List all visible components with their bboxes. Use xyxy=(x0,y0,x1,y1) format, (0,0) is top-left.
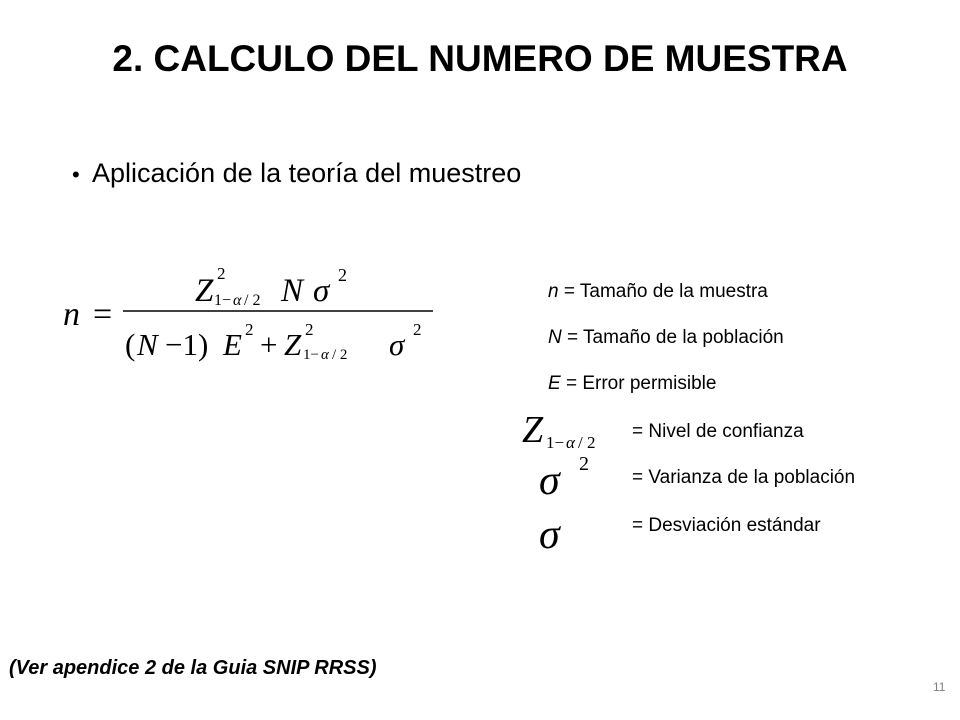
sigma-squared-symbol xyxy=(535,450,615,507)
svg-text:σ: σ xyxy=(539,458,560,502)
svg-text:2: 2 xyxy=(217,264,226,283)
svg-text:/ 2: / 2 xyxy=(244,292,261,309)
legend-variance: = Varianza de la población xyxy=(632,467,856,488)
legend-var-n: n xyxy=(548,281,559,302)
legend-n xyxy=(548,281,768,303)
svg-text:α: α xyxy=(566,433,575,452)
svg-text:+: + xyxy=(260,327,278,362)
page-number: 11 xyxy=(933,680,946,694)
svg-text:Z: Z xyxy=(284,327,302,362)
svg-text:Z: Z xyxy=(522,409,544,451)
svg-text:2: 2 xyxy=(338,265,347,285)
svg-text:α: α xyxy=(233,292,242,309)
svg-text:n: n xyxy=(63,296,80,333)
svg-text:1−: 1− xyxy=(214,292,232,309)
svg-text:Z: Z xyxy=(195,273,214,309)
svg-text:2: 2 xyxy=(305,320,314,339)
svg-text:−1): −1) xyxy=(165,327,209,362)
svg-text:1−: 1− xyxy=(546,433,565,452)
svg-text:1−: 1− xyxy=(303,347,319,363)
svg-text:2: 2 xyxy=(413,320,422,339)
sample-size-formula xyxy=(55,255,455,380)
legend-std-dev: = Desviación estándar xyxy=(632,515,821,536)
svg-text:σ: σ xyxy=(313,273,330,309)
formula-graphic xyxy=(55,255,455,375)
svg-text:σ: σ xyxy=(389,327,405,362)
svg-text:/ 2: / 2 xyxy=(332,347,348,363)
svg-text:(: ( xyxy=(125,327,136,362)
legend-N xyxy=(548,327,784,349)
slide-title: 2. CALCULO DEL NUMERO DE MUESTRA xyxy=(112,38,848,79)
sigma-symbol xyxy=(535,506,595,561)
legend-text-N: = Tamaño de la población xyxy=(561,327,784,348)
legend-confidence: = Nivel de confianza xyxy=(632,421,804,442)
svg-text:σ: σ xyxy=(539,512,560,556)
legend-text-E: = Error permisible xyxy=(560,373,717,394)
svg-text:E: E xyxy=(223,327,242,362)
legend-var-N: N xyxy=(548,327,562,348)
legend-var-E: E xyxy=(548,373,561,394)
svg-text:2: 2 xyxy=(579,453,589,475)
legend-E xyxy=(548,373,716,395)
svg-text:=: = xyxy=(93,296,113,333)
svg-text:/ 2: / 2 xyxy=(578,433,596,452)
svg-text:α: α xyxy=(321,347,329,363)
svg-text:N: N xyxy=(281,273,304,309)
svg-text:2: 2 xyxy=(245,320,254,339)
bullet-text: Aplicación de la teoría del muestreo xyxy=(92,158,522,188)
legend-text-n: = Tamaño de la muestra xyxy=(558,281,768,302)
bullet-item xyxy=(72,158,521,189)
svg-text:N: N xyxy=(137,327,158,362)
bullet-dot-icon: • xyxy=(72,162,80,187)
footnote: (Ver apendice 2 de la Guia SNIP RRSS) xyxy=(9,657,377,679)
